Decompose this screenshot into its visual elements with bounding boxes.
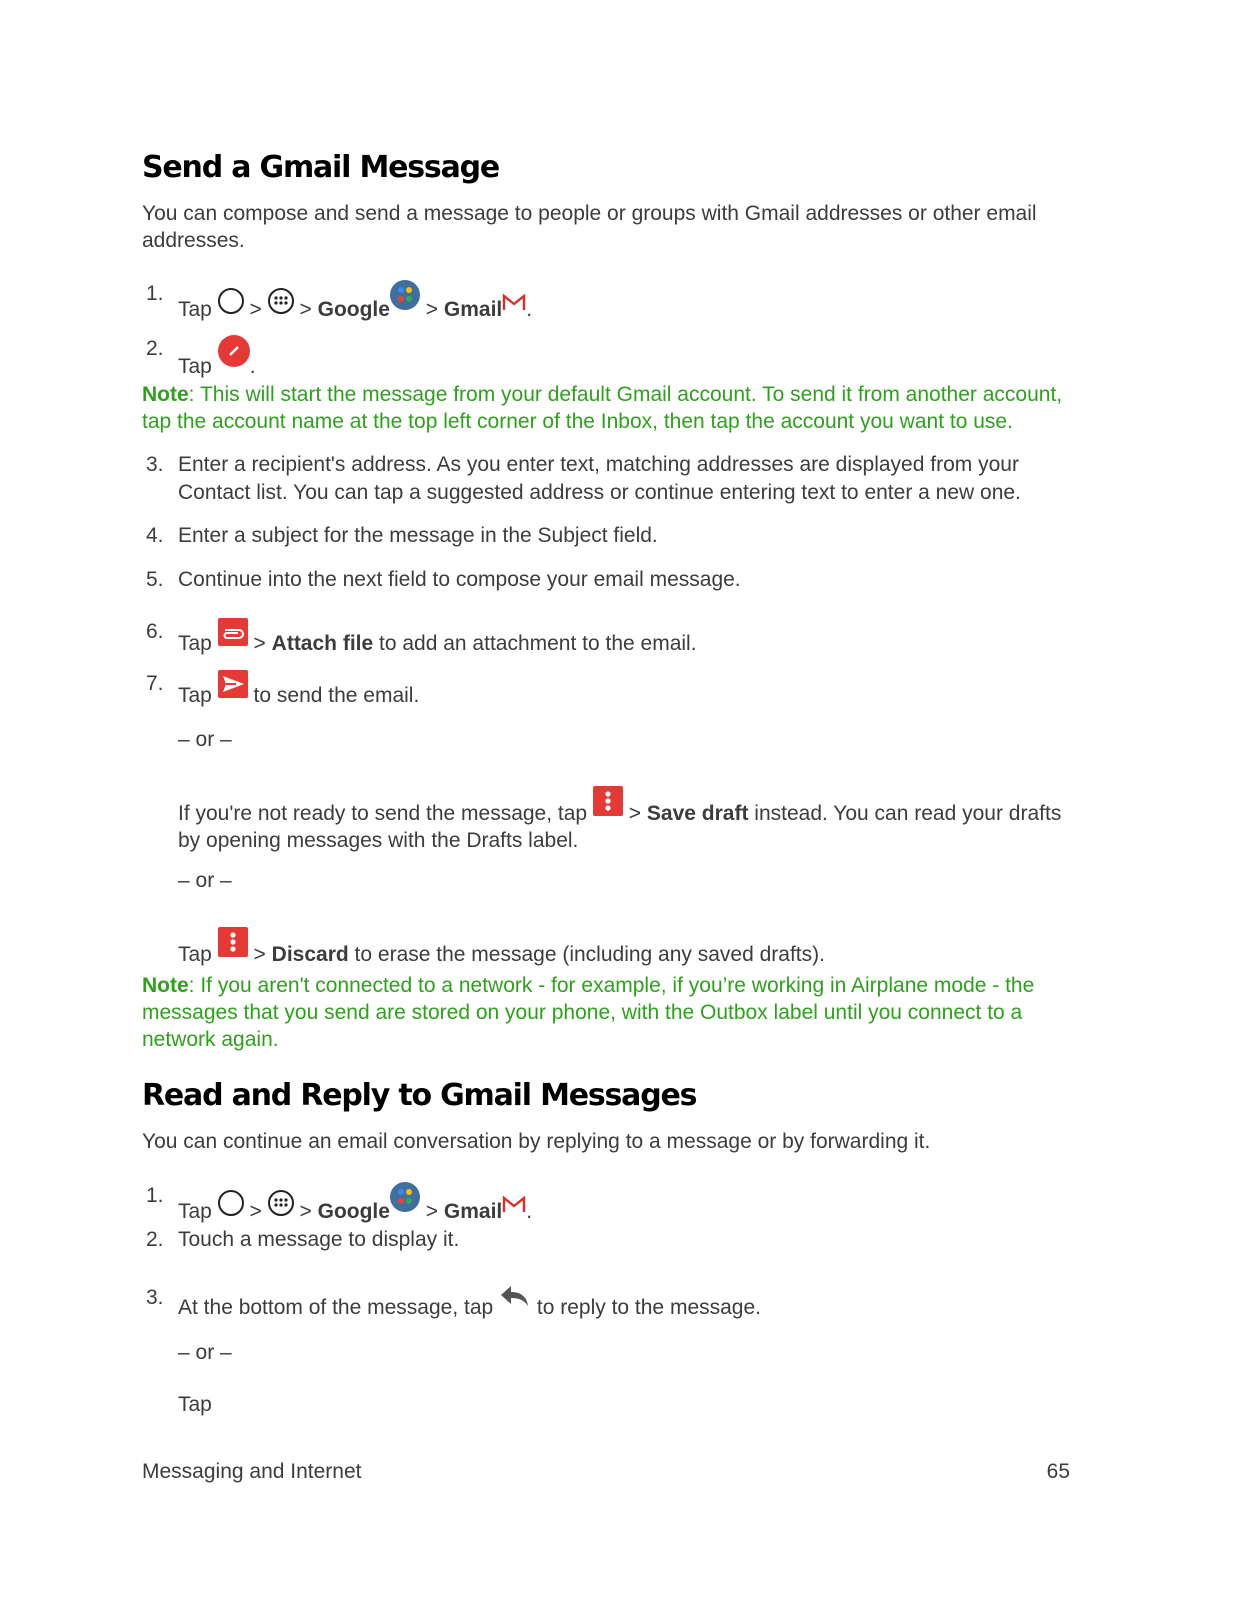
send-icon: [218, 670, 248, 698]
home-circle-icon: [218, 288, 244, 314]
note-2: Note: If you aren't connected to a network - for example, if you’re working in Airplane mode - the messages that you send are stored on your phone, with the Outbox label until you connect to a network again.: [142, 974, 1035, 1051]
gmail-icon: [502, 1194, 526, 1222]
note-1: Note: This will start the message from your default Gmail account. To send it from another account, tap the account name at the top left corner of the Inbox, then tap the account you want to use.: [142, 383, 1063, 433]
footer-section: Messaging and Internet: [142, 1460, 362, 1483]
google-folder-icon: [390, 280, 420, 310]
tap-last: Tap: [178, 1393, 212, 1416]
page-number: 65: [1046, 1460, 1070, 1483]
menu-icon: [593, 786, 623, 816]
google-folder-icon: [390, 1182, 420, 1212]
section-title-send: Send a Gmail Message: [142, 150, 500, 185]
apps-icon: [268, 288, 294, 314]
home-circle-icon: [218, 1190, 244, 1216]
or-separator-1: – or –: [178, 728, 232, 751]
intro-read: You can continue an email conversation by replying to a message or by forwarding it.: [142, 1130, 931, 1153]
menu-icon: [218, 927, 248, 957]
gmail-icon: [502, 292, 526, 320]
intro-send: You can compose and send a message to people or groups with Gmail addresses or other email addresses.: [142, 202, 1037, 252]
section-title-read: Read and Reply to Gmail Messages: [142, 1078, 697, 1113]
or-separator-3: – or –: [178, 1341, 232, 1364]
or-separator-2: – or –: [178, 869, 232, 892]
attach-icon: [218, 618, 248, 646]
alt-discard: Tap > Discard to erase the message (including any saved drafts).: [178, 927, 1068, 968]
compose-icon: [218, 335, 250, 367]
apps-icon: [268, 1190, 294, 1216]
alt-save-draft: If you're not ready to send the message, tap > Save draft instead. You can read your drafts by opening messages with the Drafts label.: [178, 786, 1068, 854]
reply-icon: [499, 1284, 531, 1308]
footer: [142, 1460, 1070, 1484]
